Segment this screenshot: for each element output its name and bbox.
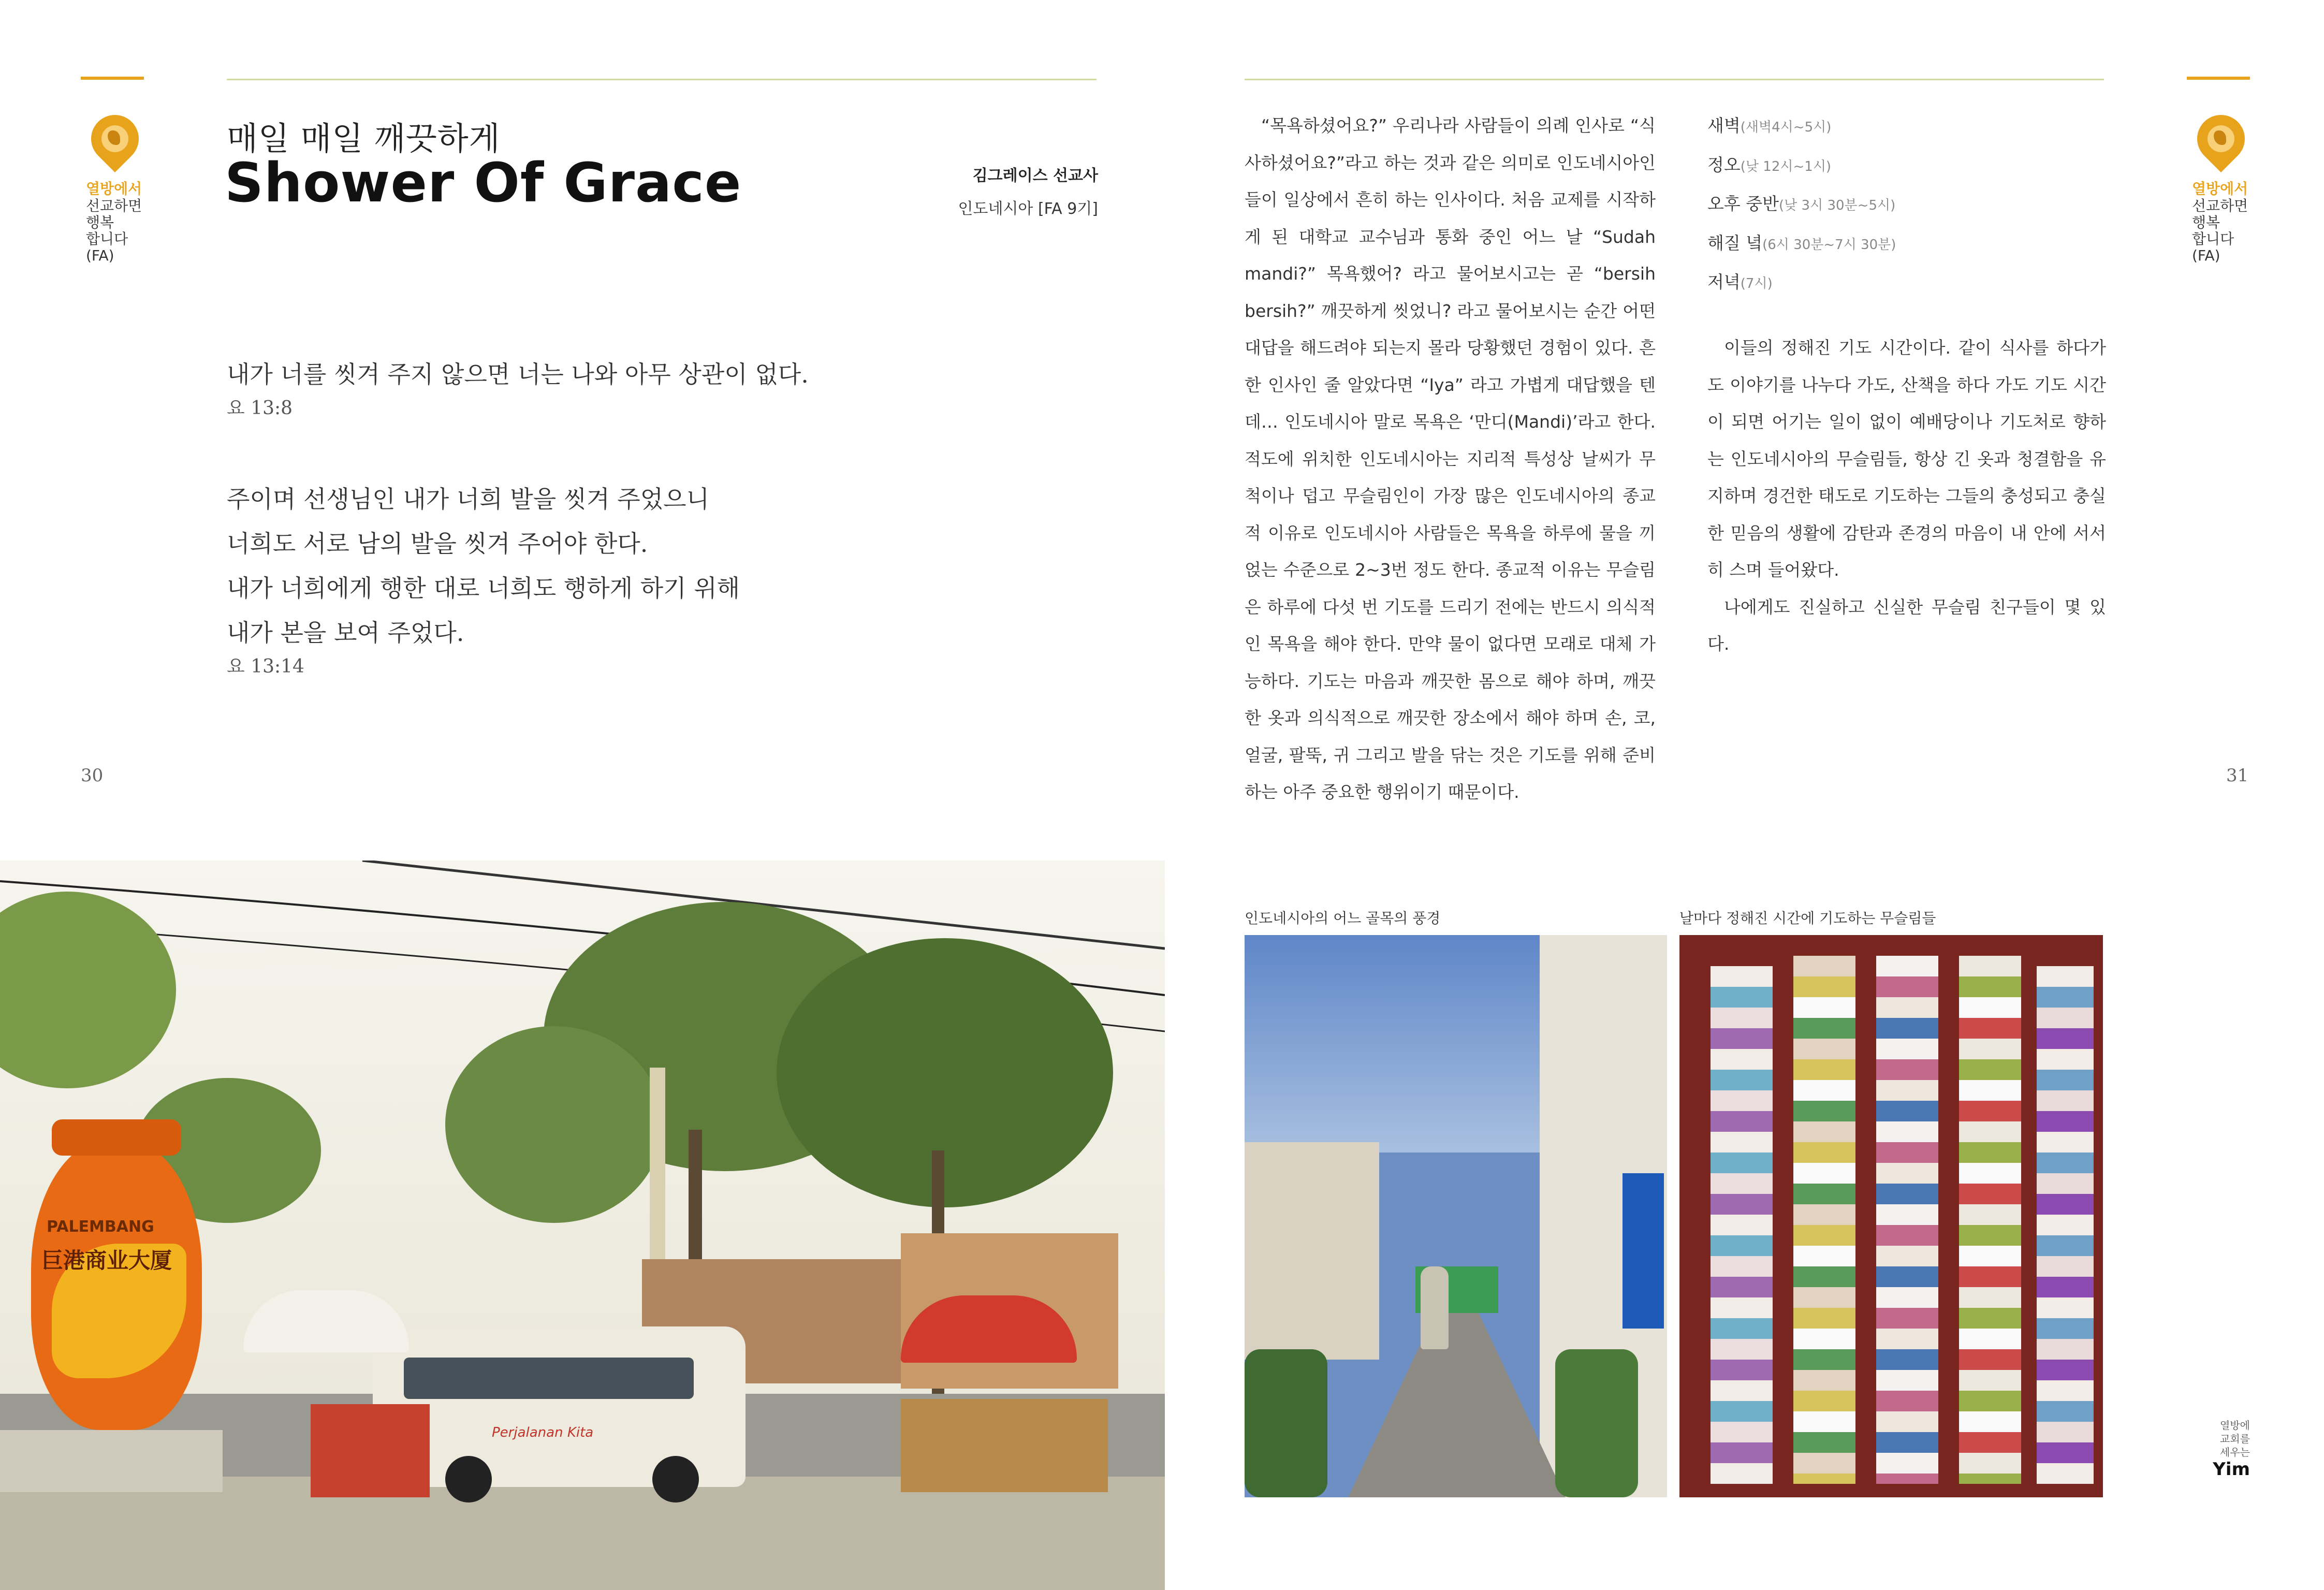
schedule-item: 새벽(새벽4시~5시) (1707, 115, 1832, 136)
jar-monument (31, 1140, 202, 1430)
verse-1: 내가 너를 씻겨 주지 않으면 너는 나와 아무 상관이 없다. (227, 360, 809, 388)
verse-1-ref: 요 13:8 (227, 398, 293, 419)
left-side-tab (86, 115, 153, 264)
side-tab-accent: 열방에서 (86, 180, 142, 197)
body-column-2 (1707, 329, 2106, 663)
blue-window (1623, 1173, 1664, 1329)
street-stall (901, 1399, 1108, 1492)
left-tab-rule (81, 77, 144, 80)
body-column-1 (1245, 107, 1656, 811)
brand-line: 교회를 (2220, 1433, 2250, 1445)
side-tab-line: 합니다 (86, 230, 128, 247)
article-title: Shower Of Grace (225, 151, 742, 214)
body-paragraph: “목욕하셨어요?” 우리나라 사람들이 의례 인사로 “식사하셨어요?”라고 하는 것과 같은 의미로 인도네시아인들이 일상에서 흔히 하는 인사이다. 처음 교제를 시작하게 된 대학교 교수님과 통화 중인 어느 날 “Sudah mandi?” 목욕했어? 라고 물어보시고는 곧 “bersih bersih?” 깨끗하게 씻었니? 라고 물어보시는 순간 어떤 대답을 해드려야 되는지 몰라 당황했던 경험이 있다. 흔한 인사인 줄 알았다면 “Iya” 라고 가볍게 대답했을 텐데… 인도네시아 말로 목욕은 ‘만디(Mandi)’라고 한다. 적도에 위치한 인도네시아는 지리적 특성상 날씨가 무척이나 덥고 무슬림인이 가장 많은 인도네시아의 종교적 이유로 인도네시아 사람들은 목욕을 하루에 물을 끼얹는 수준으로 2~3번 정도 한다. 종교적 이유는 무슬림은 하루에 다섯 번 기도를 드리기 전에는 반드시 의식적인 목욕을 해야 한다. 만약 물이 없다면 모래로 대체 가능하다. 기도는 마음과 깨끗한 몸으로 해야 하며, 깨끗한 옷과 의식적으로 깨끗한 장소에서 해야 하며 손, 코, 얼굴, 팔뚝, 귀 그리고 발을 닦는 것은 기도를 위해 준비하는 아주 중요한 행위이기 때문이다. (1245, 115, 1656, 802)
verse-2-line: 내가 너희에게 행한 대로 너희도 행하게 하기 위해 (227, 574, 740, 602)
left-top-rule (227, 79, 1097, 80)
street-stall (311, 1404, 430, 1497)
page-number-left: 30 (81, 765, 104, 786)
sidewalk (0, 1477, 1165, 1590)
caption-alley-photo: 인도네시아의 어느 골목의 풍경 (1245, 910, 1441, 927)
side-tab-line: (FA) (86, 247, 114, 264)
plants (1245, 1349, 1327, 1497)
schedule-item: 저녁(7시) (1707, 272, 1773, 292)
author-name: 김그레이스 선교사 (972, 167, 1098, 185)
jar-text-main: 巨港商业大厦 (41, 1248, 172, 1273)
side-tab-line: (FA) (2192, 247, 2220, 264)
right-tab-rule (2187, 77, 2250, 80)
author-affiliation: 인도네시아 [FA 9기] (958, 200, 1098, 218)
brand-line: 열방에 (2220, 1419, 2250, 1432)
caption-prayer-photo: 날마다 정해진 시간에 기도하는 무슬림들 (1679, 910, 1936, 927)
photo-street-scene (0, 860, 1165, 1590)
prayer-schedule (1707, 107, 2111, 303)
prayer-row (1876, 956, 1938, 1484)
map-pin-globe-icon (2187, 105, 2255, 172)
side-tab-accent: 열방에서 (2192, 180, 2248, 197)
verse-2-line: 내가 본을 보여 주었다. (227, 619, 464, 647)
side-tab-line: 행복 (86, 214, 114, 231)
brand-logo: Yim (2213, 1459, 2250, 1480)
map-pin-globe-icon (81, 105, 149, 172)
right-top-rule (1245, 79, 2104, 80)
schedule-item: 해질 녘(6시 30분~7시 30분) (1707, 232, 1896, 253)
page-number-right: 31 (2226, 765, 2249, 786)
alley-path (1348, 1313, 1566, 1497)
verse-2-line: 주이며 선생님인 내가 너희 발을 씻겨 주었으니 (227, 485, 710, 513)
photo-alley (1245, 935, 1667, 1497)
right-side-tab (2192, 115, 2259, 264)
walking-man (1421, 1266, 1449, 1349)
brand-line: 세우는 (2220, 1446, 2250, 1458)
verse-2-line: 너희도 서로 남의 발을 씻겨 주어야 한다. (227, 530, 648, 558)
author-block (839, 163, 1098, 218)
jar-text-top: PALEMBANG (47, 1218, 154, 1236)
side-tab-line: 행복 (2192, 214, 2220, 231)
article-kicker: 매일 매일 깨끗하게 (227, 120, 501, 157)
side-tab-line: 선교하면 (2192, 197, 2248, 214)
van-text: Perjalanan Kita (492, 1425, 594, 1440)
plants (1555, 1349, 1638, 1497)
brand-mark (2200, 1419, 2250, 1480)
prayer-row (1711, 966, 1773, 1484)
prayer-row (2037, 966, 2094, 1484)
schedule-item: 오후 중반(낮 3시 30분~5시) (1707, 194, 1896, 214)
side-tab-line: 선교하면 (86, 197, 142, 214)
house-left (1245, 1142, 1379, 1360)
tree-canopy (445, 1026, 663, 1223)
schedule-item: 정오(낮 12시~1시) (1707, 154, 1832, 175)
jar-pedestal (0, 1430, 223, 1492)
tree-canopy (777, 938, 1113, 1207)
prayer-row (1959, 956, 2021, 1484)
scripture-block (227, 352, 1055, 678)
prayer-row (1793, 956, 1855, 1484)
photo-prayer (1679, 935, 2103, 1497)
side-tab-line: 합니다 (2192, 230, 2234, 247)
verse-2-ref: 요 13:14 (227, 656, 304, 677)
body-paragraph: 이들의 정해진 기도 시간이다. 같이 식사를 하다가도 이야기를 나누다 가도, 산책을 하다 가도 기도 시간이 되면 어기는 일이 없이 예배당이나 기도처로 향하는 인도네시아의 무슬림들, 항상 긴 옷과 청결함을 유지하며 경건한 태도로 기도하는 그들의 충성되고 충실한 믿음의 생활에 감탄과 존경의 마음이 내 안에 서서히 스며 들어왔다. (1707, 338, 2106, 580)
body-paragraph: 나에게도 진실하고 신실한 무슬림 친구들이 몇 있다. (1707, 596, 2106, 654)
